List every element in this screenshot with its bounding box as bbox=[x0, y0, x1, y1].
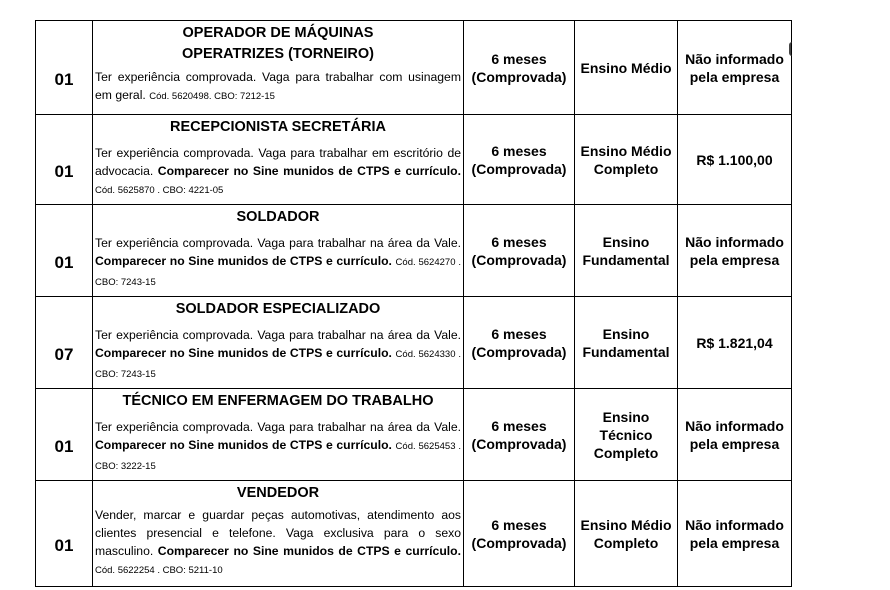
job-description-cell bbox=[93, 205, 464, 297]
job-description-cell bbox=[93, 115, 464, 205]
job-requirements: Ter experiência comprovada. Vaga para trabalhar com usinagem em geral. bbox=[95, 70, 461, 102]
page-edge-mark bbox=[789, 42, 795, 56]
job-requirements: Vender, marcar e guardar peças automotivas, atendimento aos clientes presencial e telefone. Vaga exclusiva para o sexo masculino. bbox=[95, 508, 461, 558]
salary: Não informado pela empresa bbox=[678, 481, 792, 587]
job-title: VENDEDOR bbox=[236, 485, 320, 501]
job-description-cell bbox=[93, 481, 464, 587]
vacancy-quantity: 01 bbox=[36, 481, 93, 587]
salary: R$ 1.100,00 bbox=[678, 115, 792, 205]
job-description bbox=[95, 326, 461, 384]
table-row bbox=[36, 297, 792, 389]
job-description bbox=[95, 68, 461, 106]
job-description-cell bbox=[93, 21, 464, 115]
table-row bbox=[36, 115, 792, 205]
job-requirements: Ter experiência comprovada. Vaga para trabalhar na área da Vale. bbox=[95, 420, 461, 434]
table-row bbox=[36, 205, 792, 297]
job-listings-table bbox=[35, 20, 792, 587]
job-requirements: Ter experiência comprovada. Vaga para trabalhar na área da Vale. bbox=[95, 328, 461, 342]
required-education: Ensino Técnico Completo bbox=[575, 389, 678, 481]
job-title: TÉCNICO EM ENFERMAGEM DO TRABALHO bbox=[122, 393, 434, 409]
vacancy-quantity: 07 bbox=[36, 297, 93, 389]
job-instructions: Comparecer no Sine munidos de CTPS e currículo. bbox=[157, 544, 461, 558]
job-code: Cód. 5624270 . CBO: 7243-15 bbox=[95, 257, 461, 288]
job-description-cell bbox=[93, 389, 464, 481]
job-code: Cód. 5620498. CBO: 7212-15 bbox=[149, 91, 275, 102]
required-experience: 6 meses (Comprovada) bbox=[464, 297, 575, 389]
salary: R$ 1.821,04 bbox=[678, 297, 792, 389]
salary: Não informado pela empresa bbox=[678, 21, 792, 115]
required-education: Ensino Médio bbox=[575, 21, 678, 115]
vacancy-quantity: 01 bbox=[36, 21, 93, 115]
job-description-cell bbox=[93, 297, 464, 389]
job-title: SOLDADOR ESPECIALIZADO bbox=[175, 301, 381, 317]
vacancy-quantity: 01 bbox=[36, 205, 93, 297]
required-education: Ensino Fundamental bbox=[575, 205, 678, 297]
job-description bbox=[95, 234, 461, 292]
job-title: SOLDADOR bbox=[236, 209, 320, 225]
required-experience: 6 meses (Comprovada) bbox=[464, 389, 575, 481]
job-instructions: Comparecer no Sine munidos de CTPS e currículo. bbox=[95, 438, 392, 452]
table-row bbox=[36, 481, 792, 587]
job-requirements: Ter experiência comprovada. Vaga para trabalhar em escritório de advocacia. bbox=[95, 146, 461, 178]
job-code: Cód. 5624330 . CBO: 7243-15 bbox=[95, 349, 461, 380]
job-instructions: Comparecer no Sine munidos de CTPS e currículo. bbox=[157, 164, 461, 178]
vacancy-quantity: 01 bbox=[36, 389, 93, 481]
job-code: Cód. 5625453 . CBO: 3222-15 bbox=[95, 441, 461, 472]
table-row bbox=[36, 389, 792, 481]
job-title: RECEPCIONISTA SECRETÁRIA bbox=[170, 119, 386, 135]
salary: Não informado pela empresa bbox=[678, 389, 792, 481]
job-instructions: Comparecer no Sine munidos de CTPS e currículo. bbox=[95, 346, 392, 360]
job-description bbox=[95, 418, 461, 476]
vacancy-quantity: 01 bbox=[36, 115, 93, 205]
table-row bbox=[36, 21, 792, 115]
job-description bbox=[95, 144, 461, 200]
required-experience: 6 meses (Comprovada) bbox=[464, 205, 575, 297]
salary: Não informado pela empresa bbox=[678, 205, 792, 297]
required-experience: 6 meses (Comprovada) bbox=[464, 481, 575, 587]
job-code: Cód. 5625870 . CBO: 4221-05 bbox=[95, 185, 224, 196]
job-description bbox=[95, 506, 461, 580]
required-education: Ensino Médio Completo bbox=[575, 481, 678, 587]
required-experience: 6 meses (Comprovada) bbox=[464, 115, 575, 205]
job-title: OPERADOR DE MÁQUINAS OPERATRIZES (TORNEIRO) bbox=[182, 25, 374, 62]
job-code: Cód. 5622254 . CBO: 5211-10 bbox=[95, 565, 223, 576]
job-instructions: Comparecer no Sine munidos de CTPS e currículo. bbox=[95, 254, 392, 268]
job-requirements: Ter experiência comprovada. Vaga para trabalhar na área da Vale. bbox=[95, 236, 461, 250]
required-education: Ensino Fundamental bbox=[575, 297, 678, 389]
required-education: Ensino Médio Completo bbox=[575, 115, 678, 205]
required-experience: 6 meses (Comprovada) bbox=[464, 21, 575, 115]
